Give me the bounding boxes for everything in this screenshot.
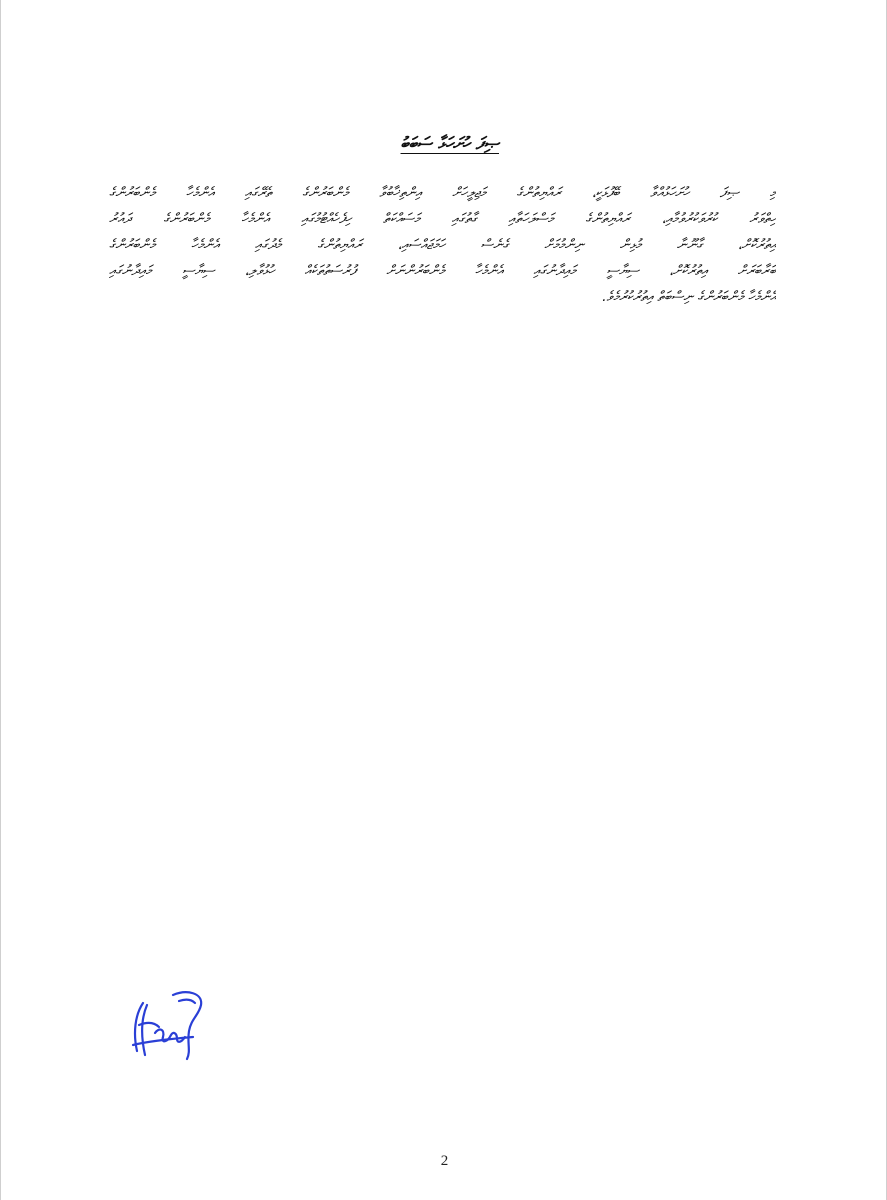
body-line: އިތުރުކޮށް، ގާނޫނާ މުޅިން ނިންމުމަށް ގެނެސް ހަމަޖައްސައި، ރައްޔިތުންގެ މެދުގައި އެންމެހާ މެންބަރުންގެ: [109, 237, 776, 253]
body-line: މި ޞިފަ ހުށަހަޅުއްވާ ބޭފުޅަކީ، ރައްޔިތުންގެ މަޖިލީހަށް އިންތިޚާބުވާ މެންބަރުންގެ ތެރޭގައި އެންމެހާ މެންބަރުންގެ: [109, 185, 776, 201]
body-line: ބަރާބަރަށް އިތުރުކޮށް، ސިޔާސީ މައިދާނުގައި އެންމެހާ މެންބަރުންނަށް ފުރުސަތުތަކެއް ހުޅުވާލި، ސިޔާސީ މައިދާނުގައި: [109, 263, 776, 279]
document-heading: ޞިފަ ހުށަހަޅާ ސަބަބު: [400, 134, 499, 154]
body-paragraph: [109, 180, 776, 310]
page-number: 2: [440, 1153, 449, 1169]
body-line: ހިތްވަރު ކުރުވަކުރުވުމާއި، ރައްޔިތުންގެ މަސްލަހަތާއި ގާތުގައި މަސައްކަތް ހިފެހެއްޓުމުގައި އެންމެހާ މެންބަރުންގެ ދައުރު: [109, 211, 776, 227]
handwritten-signature: [129, 985, 207, 1063]
body-line: އެންމެހާ މެންބަރުންގެ ނިސްބަތް އިތުރުކުރުމެވެ.: [602, 289, 776, 305]
